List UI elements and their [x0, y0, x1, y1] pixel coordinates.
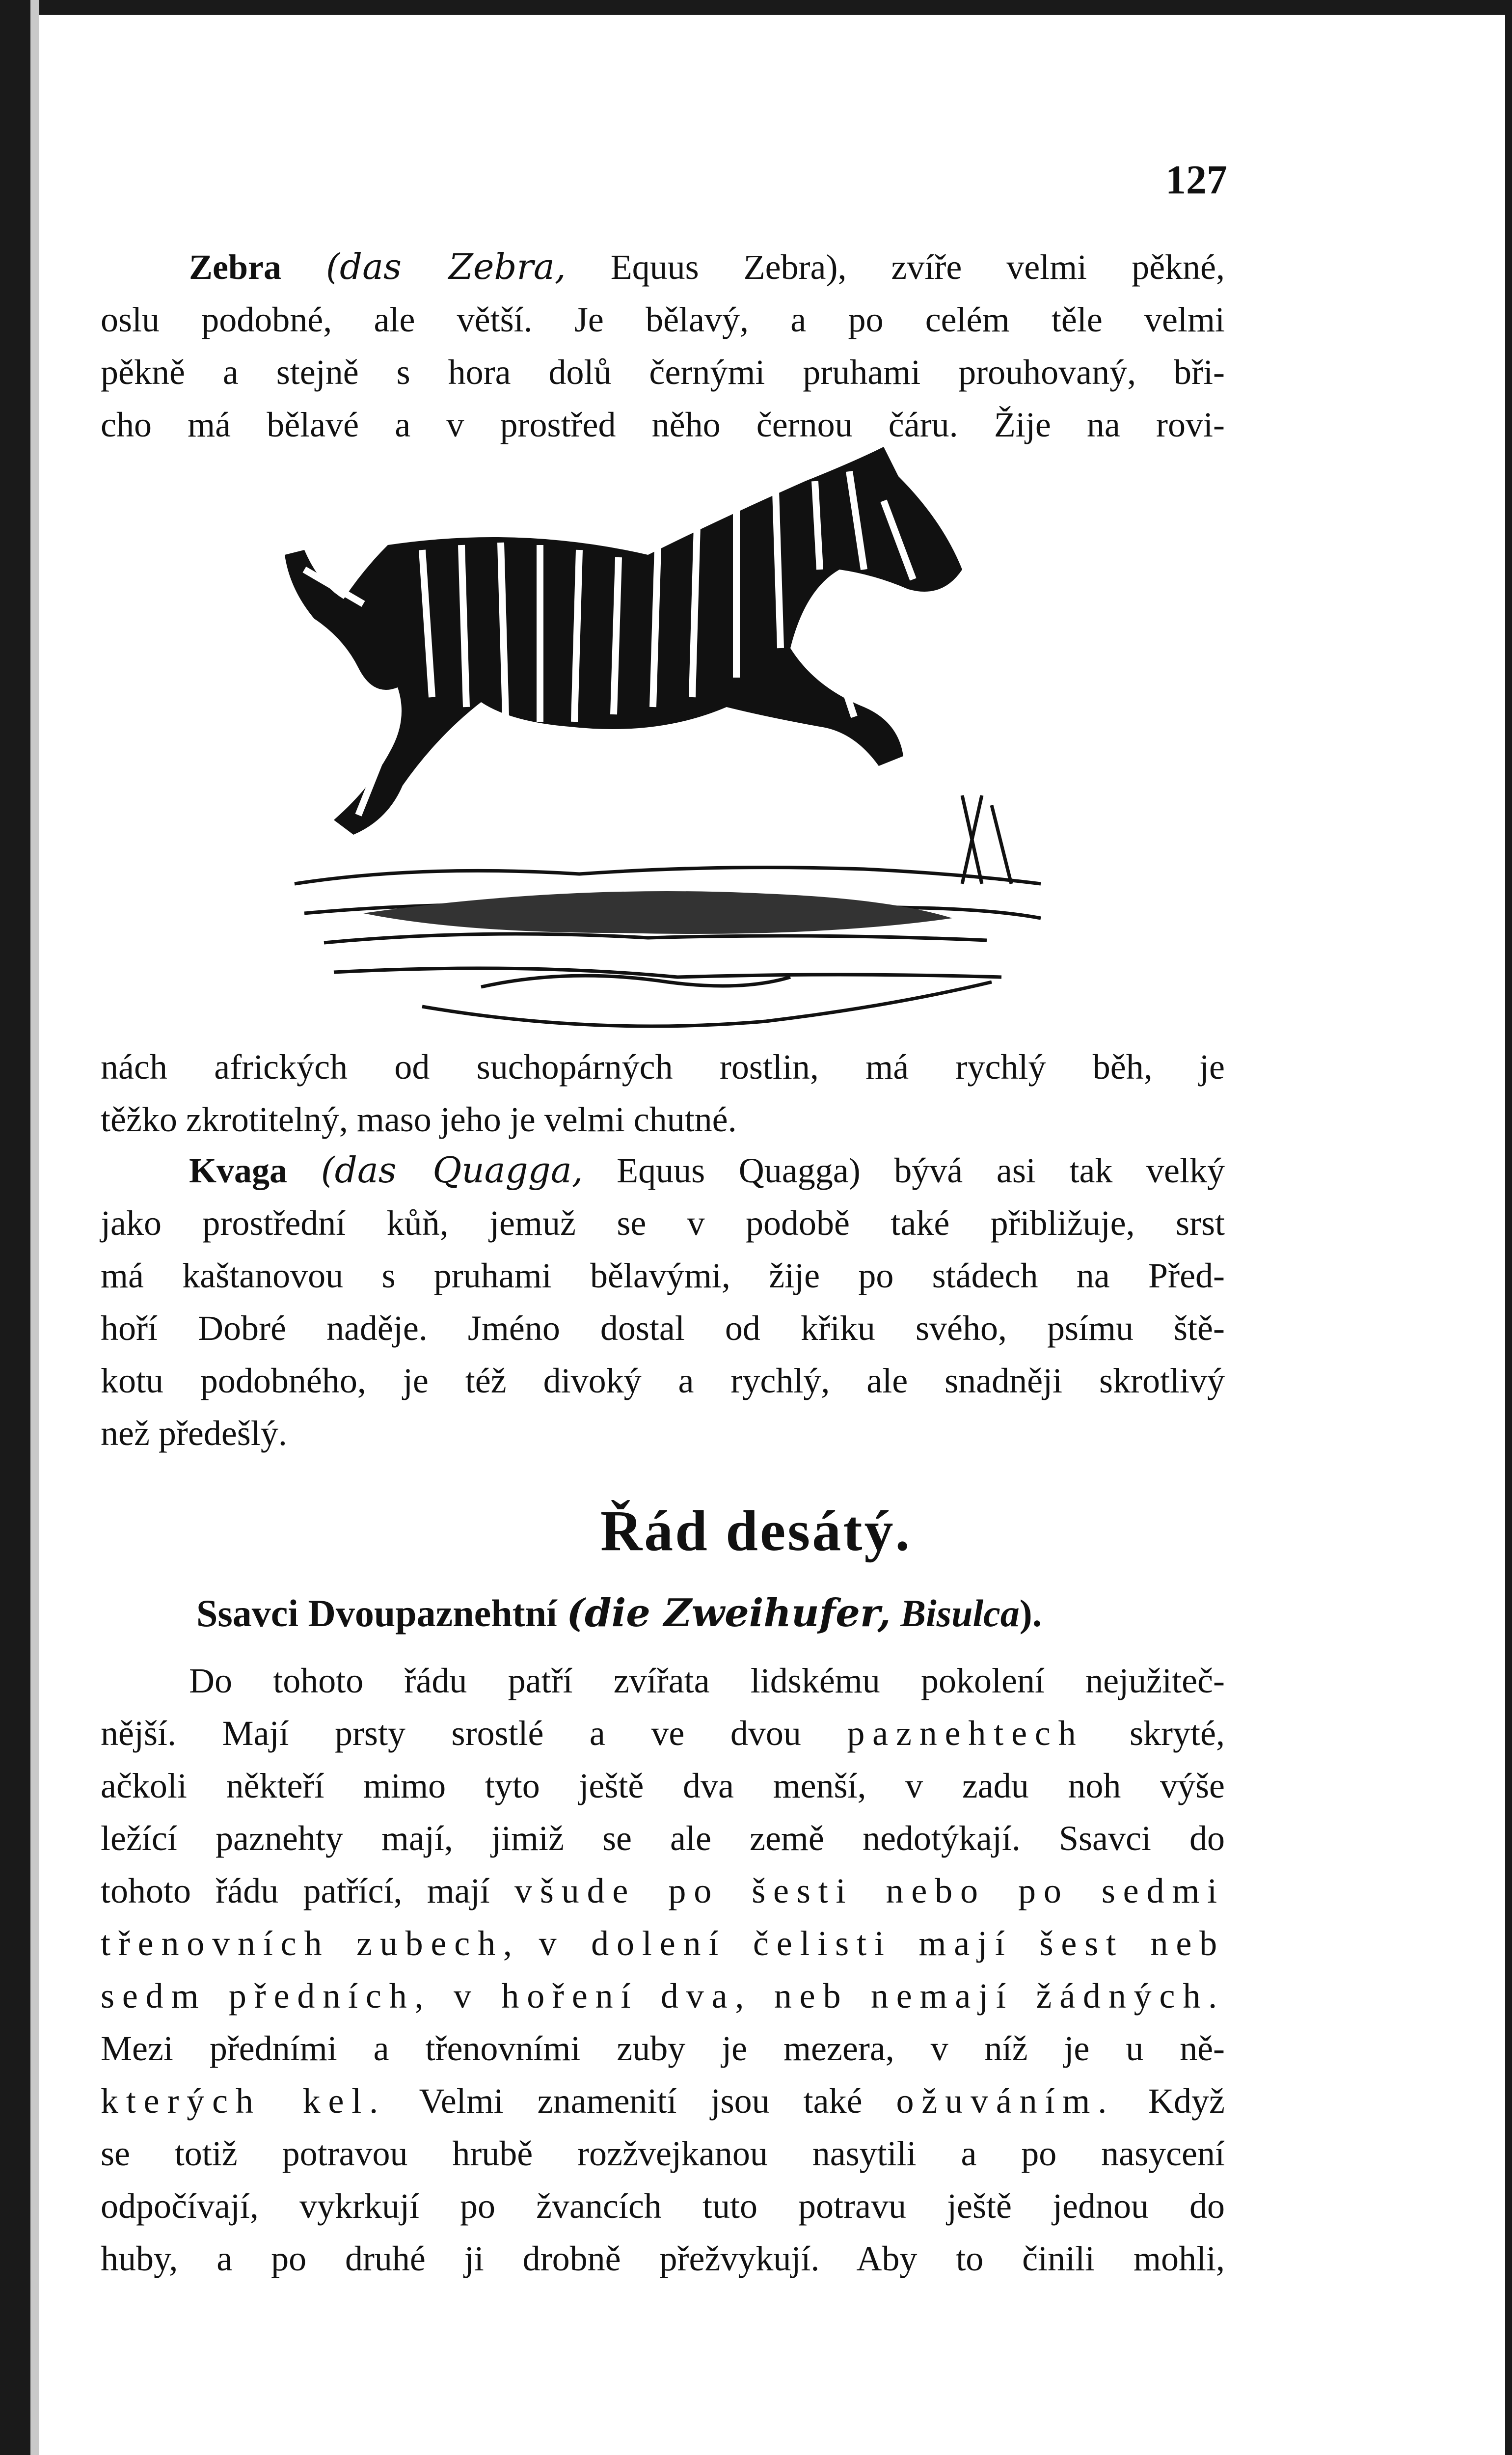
paragraph-kvaga	[101, 1144, 1225, 1460]
text-line	[101, 1655, 1225, 1707]
text-span-spaced: v dolení čelisti mají šest neb	[539, 1924, 1225, 1963]
text-line: těžko zkrotitelný, maso jeho je velmi chutné.	[101, 1100, 737, 1139]
text-line-rest: Equus Quagga) bývá asi tak velký	[617, 1151, 1225, 1190]
text-line: huby, a po druhé ji drobně přežvykují. Aby to činili mohli,	[101, 2239, 1225, 2278]
text-span: Když	[1148, 2081, 1225, 2121]
text-span-spaced: třenovních zubech,	[101, 1924, 520, 1963]
text-span: tohoto řádu patřící, mají	[101, 1871, 490, 1910]
german-term: (das Zebra,	[325, 246, 566, 287]
chapter-subtitle	[196, 1591, 1042, 1636]
text-span: skryté,	[1130, 1714, 1225, 1753]
text-span: nější. Mají prsty srostlé a ve dvou	[101, 1714, 801, 1753]
zebra-illustration	[275, 442, 1060, 1046]
page-number: 127	[1165, 157, 1227, 203]
term-kvaga: Kvaga	[189, 1151, 288, 1190]
chapter-subtitle-end: ).	[1019, 1592, 1042, 1635]
text-line: cho má bělavé a v prostřed něho černou čáru. Žije na rovi-	[101, 405, 1225, 444]
term-zebra: Zebra	[189, 247, 281, 287]
text-line: odpočívají, vykrkují po žvancích tuto potravu ještě jednou do	[101, 2186, 1225, 2226]
text-line-rest: Equus Zebra), zvíře velmi pěkné,	[610, 247, 1225, 287]
text-line: má kaštanovou s pruhami bělavými, žije po stádech na Před-	[101, 1256, 1225, 1295]
text-span-spaced: kterých kel.	[101, 2081, 386, 2121]
text-line	[101, 1865, 1225, 1917]
scan-border-left	[0, 0, 30, 2455]
text-line: Mezi předními a třenovními zuby je mezera, v níž je u ně-	[101, 2029, 1225, 2068]
text-line: se totiž potravou hrubě rozžvejkanou nasytili a po nasycení	[101, 2134, 1225, 2173]
text-span-spaced: ožuváním.	[896, 2081, 1115, 2121]
scan-border-top	[0, 0, 1512, 15]
paragraph-zebra-continued	[101, 1041, 1225, 1146]
scan-border-right	[1505, 0, 1512, 2455]
text-span: Velmi znamenití jsou také	[419, 2081, 863, 2121]
chapter-subtitle-german: (die Zweihufer,	[567, 1591, 891, 1636]
text-line: jako prostřední kůň, jemuž se v podobě také přibližuje, srst	[101, 1203, 1225, 1243]
chapter-subtitle-czech: Ssavci Dvoupaznehtní	[196, 1592, 557, 1635]
paragraph-order	[101, 1655, 1225, 2285]
text-span: Do tohoto řádu patří zvířata lidskému pokolení nejužiteč-	[189, 1661, 1225, 1700]
text-line: ležící paznehty mají, jimiž se ale země nedotýkají. Ssavci do	[101, 1819, 1225, 1858]
text-line: nách afrických od suchopárných rostlin, má rychlý běh, je	[101, 1047, 1225, 1087]
text-span-spaced: paznehtech	[847, 1714, 1084, 1753]
text-line: než předešlý.	[101, 1414, 287, 1453]
text-line: oslu podobné, ale větší. Je bělavý, a po celém těle velmi	[101, 300, 1225, 339]
paragraph-zebra	[101, 241, 1225, 451]
text-line	[101, 241, 1225, 294]
chapter-subtitle-latin: Bisulca	[900, 1592, 1020, 1635]
text-span-spaced: všude po šesti nebo po sedmi	[514, 1871, 1225, 1910]
text-line: sedm předních, v hoření dva, neb nemají žádných.	[101, 1976, 1225, 2016]
text-line	[101, 1144, 1225, 1197]
chapter-title: Řád desátý.	[600, 1499, 912, 1563]
text-line: pěkně a stejně s hora dolů černými pruhami prouhovaný, bři-	[101, 353, 1225, 392]
text-line	[101, 1707, 1225, 1760]
scan-gutter-shadow	[30, 0, 39, 2455]
text-line	[101, 1917, 1225, 1970]
text-line: kotu podobného, je též divoký a rychlý, ale snadněji skrotlivý	[101, 1361, 1225, 1400]
text-line: ačkoli někteří mimo tyto ještě dva menší, v zadu noh výše	[101, 1766, 1225, 1805]
text-line	[101, 2075, 1225, 2128]
text-line: hoří Dobré naděje. Jméno dostal od křiku svého, psímu ště-	[101, 1309, 1225, 1348]
german-term: (das Quagga,	[321, 1149, 583, 1191]
